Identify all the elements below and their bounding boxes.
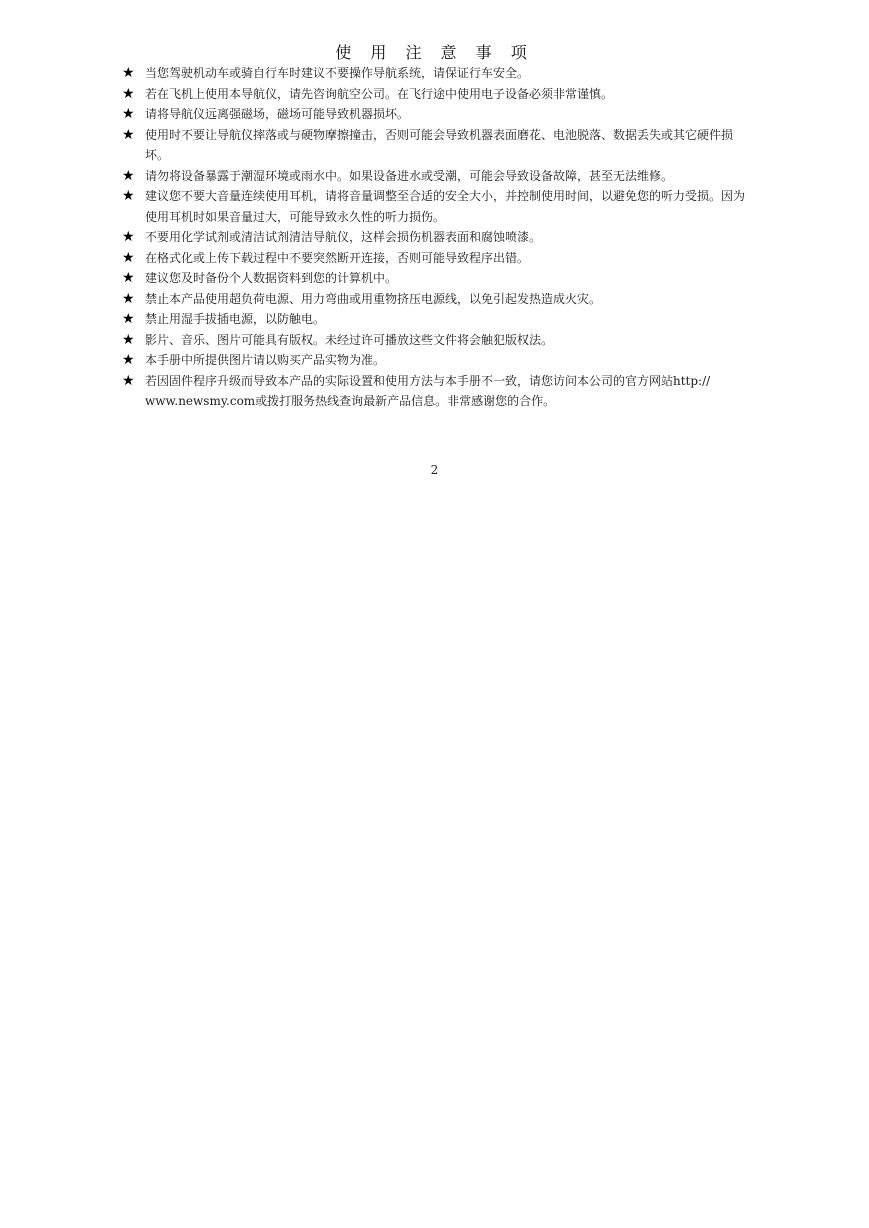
list-item	[122, 125, 752, 166]
note-text: 请勿将设备暴露于潮湿环境或雨水中。如果设备进水或受潮，可能会导致设备故障，甚至无法维修。	[145, 168, 674, 183]
page-number: 2	[430, 463, 439, 477]
star-icon: ★	[122, 188, 135, 204]
note-text: 禁止用湿手拔插电源，以防触电。	[145, 312, 326, 326]
note-text: 不要用化学试剂或清洁试剂清洁导航仪，这样会损伤机器表面和腐蚀喷漆。	[145, 230, 542, 244]
list-item	[122, 371, 752, 412]
star-icon: ★	[122, 331, 135, 348]
list-item	[122, 104, 752, 125]
list-item	[122, 268, 752, 289]
star-icon: ★	[122, 372, 135, 389]
list-item	[122, 309, 752, 330]
star-icon: ★	[122, 270, 135, 286]
note-text: 影片、音乐、图片可能具有版权。未经过许可播放这些文件将会触犯版权法。	[145, 332, 554, 347]
note-text: 使用时不要让导航仪摔落或与硬物摩擦撞击，否则可能会导致机器表面磨花、电池脱落、数据丢失或其它硬件损坏。	[145, 127, 734, 162]
list-item	[122, 84, 752, 105]
list-item	[122, 166, 752, 187]
star-icon: ★	[122, 352, 135, 368]
list-item	[122, 227, 752, 248]
list-item	[122, 186, 752, 227]
note-text: 本手册中所提供图片请以购买产品实物为准。	[145, 353, 386, 367]
note-text: 禁止本产品使用超负荷电源、用力弯曲或用重物挤压电源线，以免引起发热造成火灾。	[145, 291, 602, 306]
star-icon: ★	[122, 311, 135, 327]
note-text: 请将导航仪远离强磁场，磁场可能导致机器损坏。	[145, 107, 410, 121]
list-item	[122, 350, 752, 371]
list-item	[122, 63, 752, 84]
star-icon: ★	[122, 167, 135, 184]
star-icon: ★	[122, 229, 135, 245]
list-item	[122, 248, 752, 269]
page-title: 使 用 注 意 事 项	[335, 43, 534, 62]
star-icon: ★	[122, 126, 135, 143]
note-text: 若在飞机上使用本导航仪，请先咨询航空公司。在飞行途中使用电子设备必须非常谨慎。	[145, 86, 614, 101]
note-text: 建议您不要大音量连续使用耳机，请将音量调整至合适的安全大小，并控制使用时间，以避免您的听力受损。因为使用耳机时如果音量过大，可能导致永久性的听力损伤。	[145, 189, 746, 224]
star-icon: ★	[122, 249, 135, 266]
usage-notes-list	[122, 63, 752, 412]
note-text: 在格式化或上传下载过程中不要突然断开连接，否则可能导致程序出错。	[145, 250, 530, 265]
note-text: 当您驾驶机动车或骑自行车时建议不要操作导航系统，请保证行车安全。	[145, 66, 530, 80]
list-item	[122, 289, 752, 310]
list-item	[122, 330, 752, 351]
star-icon: ★	[122, 85, 135, 102]
star-icon: ★	[122, 106, 135, 122]
star-icon: ★	[122, 65, 135, 81]
star-icon: ★	[122, 290, 135, 307]
note-text: 若因固件程序升级而导致本产品的实际设置和使用方法与本手册不一致，请您访问本公司的官方网站http:// www.newsmy.com或拨打服务热线查询最新产品信息。非常感谢您的合作。	[145, 373, 711, 408]
note-text: 建议您及时备份个人数据资料到您的计算机中。	[145, 271, 398, 285]
